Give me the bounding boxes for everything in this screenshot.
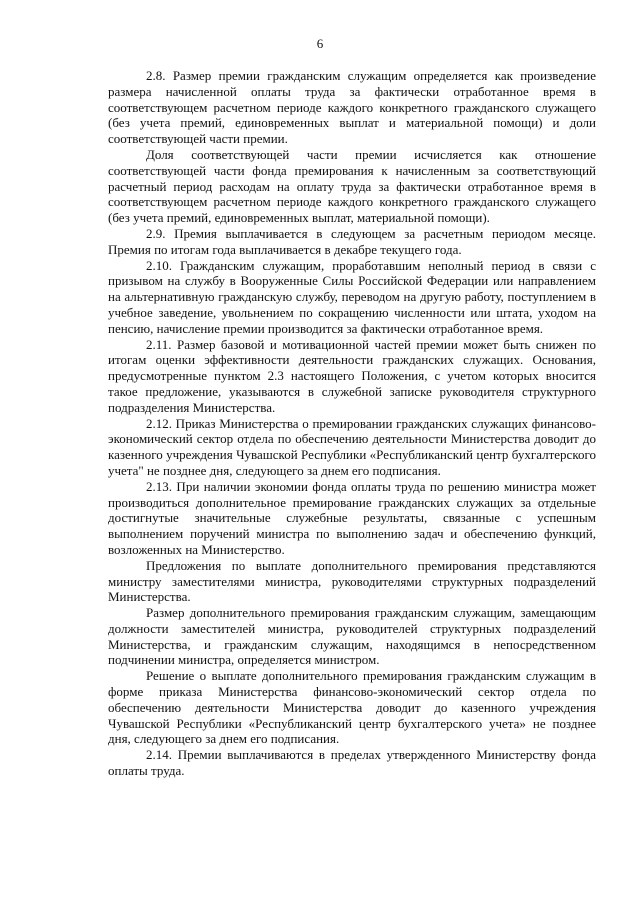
page-number: 6 xyxy=(316,36,324,51)
paragraph-premium-share: Доля соответствующей части премии исчисляется как отношение соответствующей части фонда премирования к начисленным за соответствующий расчетный период расходам на оплату труда за фактически отработанное время в соответствующем расчетном периоде каждого конкретного гражданского служащего (без учета премий, единовременных выплат, материальной помощи). xyxy=(108,146,596,226)
paragraph-2-10: 2.10. Гражданским служащим, проработавшим неполный период в связи с призывом на службу в Вооруженные Силы Российской Федерации или направлением на альтернативную гражданскую службу, переводом на другую работу, поступлением в учебное заведение, увольнением по сокращению численности или штата, уходом на пенсию, начисление премии производится за фактически отработанное время. xyxy=(108,257,596,336)
paragraph-2-8: 2.8. Размер премии гражданским служащим определяется как произведение размера начисленной оплаты труда за фактически отработанное время в соответствующем расчетном периоде каждого конкретного гражданского служащего (без учета премий, единовременных выплат и материальной помощи) и доли соответствующей части премии. xyxy=(108,68,596,147)
paragraph-2-11: 2.11. Размер базовой и мотивационной частей премии может быть снижен по итогам оценки эффективности деятельности гражданских служащих. Основания, предусмотренные пунктом 2.3 настоящего Положения, с учетом которых вносится такое предложение, указываются в служебной записке руководителя структурного подразделения Министерства. xyxy=(108,336,596,415)
document-body xyxy=(108,68,596,779)
paragraph-2-13: 2.13. При наличии экономии фонда оплаты труда по решению министра может производиться дополнительное премирование гражданских служащих за отдельные достигнутые значительные служебные результаты, связанные с успешным выполнением поручений министра по выполнению задач и обеспечению функций, возложенных на Министерство. xyxy=(108,478,596,557)
paragraph-2-14: 2.14. Премии выплачиваются в пределах утвержденного Министерству фонда оплаты труда. xyxy=(108,747,596,779)
paragraph-2-9: 2.9. Премия выплачивается в следующем за расчетным периодом месяце. Премия по итогам года выплачивается в декабре текущего года. xyxy=(108,225,596,257)
paragraph-additional-amount: Размер дополнительного премирования гражданским служащим, замещающим должности заместителей министра, руководителей структурных подразделений Министерства, и гражданским служащим, находящимся в непосредственном подчинении министра, определяется министром. xyxy=(108,605,596,668)
paragraph-proposals: Предложения по выплате дополнительного премирования представляются министру заместителями министра, руководителями структурных подразделений Министерства. xyxy=(108,557,596,605)
paragraph-2-12: 2.12. Приказ Министерства о премировании гражданских служащих финансово-экономический сектор отдела по обеспечению деятельности Министерства доводит до казенного учреждения Чувашской Республики «Республиканский центр бухгалтерского учета" не позднее дня, следующего за днем его подписания. xyxy=(108,415,596,478)
paragraph-payment-decision: Решение о выплате дополнительного премирования гражданским служащим в форме приказа Министерства финансово-экономический сектор отдела по обеспечению деятельности Министерства доводит до казенного учреждения Чувашской Республики «Республиканский центр бухгалтерского учета» не позднее дня, следующего за днем его подписания. xyxy=(108,668,596,747)
